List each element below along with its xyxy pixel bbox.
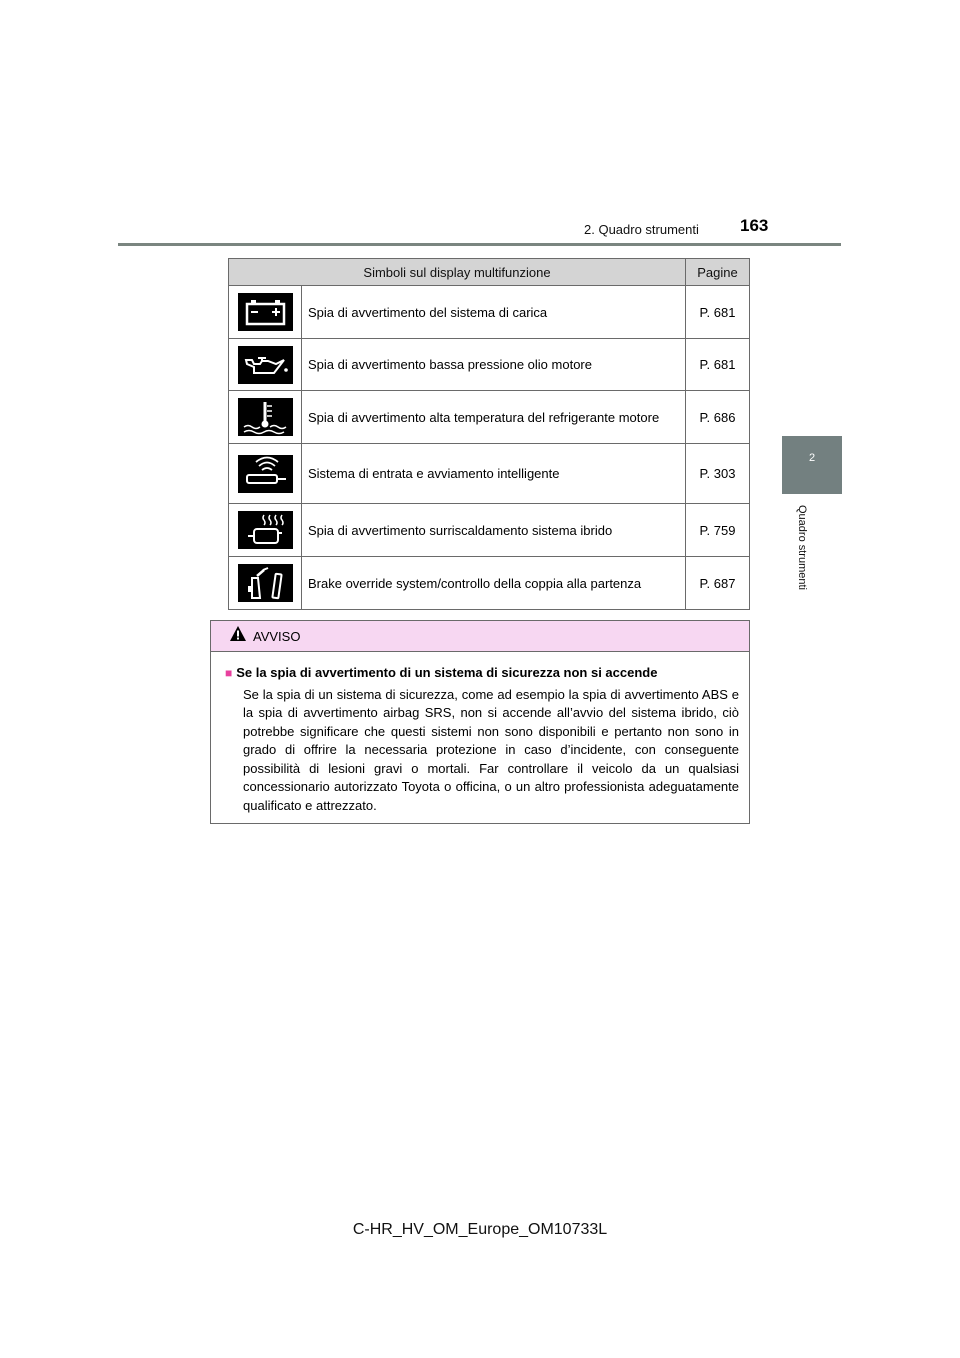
column-header-symbols: Simboli sul display multifunzione — [229, 259, 686, 286]
battery-icon — [238, 293, 293, 331]
row-description: Spia di avvertimento surriscaldamento sistema ibrido — [302, 504, 686, 557]
square-bullet-icon: ■ — [225, 666, 233, 680]
row-description: Spia di avvertimento del sistema di carica — [302, 286, 686, 339]
section-title: 2. Quadro strumenti — [584, 222, 699, 237]
header-divider — [118, 243, 841, 246]
row-page-reference: P. 303 — [686, 444, 750, 504]
row-page-reference: P. 686 — [686, 391, 750, 444]
document-code: C-HR_HV_OM_Europe_OM10733L — [352, 1221, 608, 1238]
row-page-reference: P. 681 — [686, 339, 750, 391]
coolant-temperature-icon — [238, 398, 293, 436]
table-row — [229, 339, 750, 391]
table-row — [229, 504, 750, 557]
page-number: 163 — [740, 216, 769, 235]
chapter-tab — [782, 436, 842, 494]
warning-heading — [225, 664, 739, 683]
warning-header — [211, 621, 749, 652]
warning-heading-text: Se la spia di avvertimento di un sistema di sicurezza non si accende — [236, 665, 658, 680]
row-page-reference: P. 687 — [686, 557, 750, 610]
chapter-tab-number: 2 — [808, 452, 816, 464]
warning-text: Se la spia di un sistema di sicurezza, come ad esempio la spia di avvertimento ABS e la spia di avvertimento airbag SRS, non si accende all’avvio del sistema ibrido, ciò potrebbe significare che questi sistemi non sono disponibili e pertanto non sono in grado di offrire la necessaria protezione in caso d’incidente, con conseguente possibilità di lesioni gravi o mortali. Far controllare il veicolo da un qualsiasi concessionario autorizzato Toyota o officina, o un altro professionista adeguatamente qualificato e attrezzato. — [243, 686, 739, 813]
table-row — [229, 286, 750, 339]
row-description: Spia di avvertimento alta temperatura del refrigerante motore — [302, 391, 686, 444]
table-row — [229, 391, 750, 444]
table-row — [229, 444, 750, 504]
warning-body — [211, 652, 749, 815]
table-header-row — [229, 259, 750, 286]
warning-triangle-icon — [229, 625, 247, 647]
row-description: Brake override system/controllo della coppia alla partenza — [302, 557, 686, 610]
row-description: Spia di avvertimento bassa pressione olio motore — [302, 339, 686, 391]
row-page-reference: P. 759 — [686, 504, 750, 557]
row-description: Sistema di entrata e avviamento intelligente — [302, 444, 686, 504]
table-row — [229, 557, 750, 610]
column-header-pages: Pagine — [686, 259, 750, 286]
warning-box — [210, 620, 750, 824]
smart-key-icon — [238, 455, 293, 493]
brake-override-icon — [238, 564, 293, 602]
warning-title: AVVISO — [253, 628, 301, 644]
hybrid-overheat-icon — [238, 511, 293, 549]
symbols-table — [228, 258, 750, 610]
oil-can-icon — [238, 346, 293, 384]
row-page-reference: P. 681 — [686, 286, 750, 339]
chapter-tab-label: Quadro strumenti — [796, 505, 808, 590]
